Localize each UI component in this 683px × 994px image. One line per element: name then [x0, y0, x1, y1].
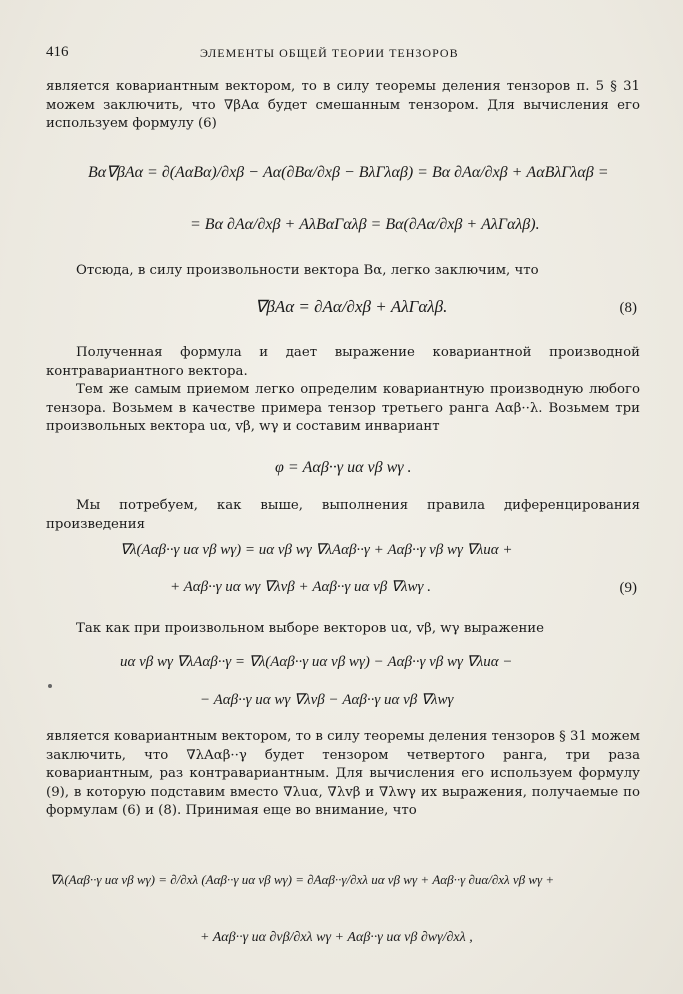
- paragraph-7: является ковариантным вектором, то в силу теоремы деления тензоров § 31 можем заключить, что ∇λAαβ··γ будет тензором четвертого ранга, три раза ковариантным, раз контравариантным. Для вычисления его используем формулу (9), в которую подставим вместо ∇λuα, ∇λvβ и ∇λwγ их выражения, получаемые по формулам (6) и (8). Принимая еще во внимание, что: [46, 729, 640, 819]
- paragraph-2: Отсюда, в силу произвольности вектора Bα, легко заключим, что: [76, 263, 539, 278]
- equation-11-line-2: + Aαβ··γ uα ∂vβ/∂xλ wγ + Aαβ··γ uα vβ ∂wγ/∂xλ ,: [200, 930, 473, 945]
- equation-10-line-1: uα vβ wγ ∇λAαβ··γ = ∇λ(Aαβ··γ uα vβ wγ) − Aαβ··γ vβ wγ ∇λuα −: [120, 654, 513, 670]
- paragraph-6: Так как при произвольном выборе векторов uα, vβ, wγ выражение: [76, 621, 545, 636]
- paper-speck: [48, 684, 52, 688]
- equation-9-line-1: ∇λ(Aαβ··γ uα vβ wγ) = uα vβ wγ ∇λAαβ··γ + Aαβ··γ vβ wγ ∇λuα +: [120, 542, 513, 558]
- equation-8-number: (8): [619, 300, 637, 316]
- running-title: ЭЛЕМЕНТЫ ОБЩЕЙ ТЕОРИИ ТЕНЗОРОВ: [200, 46, 459, 60]
- equation-10-line-2: − Aαβ··γ uα wγ ∇λvβ − Aαβ··γ uα vβ ∇λwγ: [200, 692, 454, 708]
- paragraph-3: Полученная формула и дает выражение ковариантной производной контравариантного вектора.: [46, 345, 640, 379]
- invariant-equation: φ = Aαβ··γ uα vβ wγ .: [275, 459, 412, 476]
- equation-1-line-2: = Bα ∂Aα/∂xβ + AλBαΓαλβ = Bα(∂Aα/∂xβ + AλΓαλβ).: [190, 216, 540, 233]
- equation-9-line-2: + Aαβ··γ uα wγ ∇λvβ + Aαβ··γ uα vβ ∇λwγ .: [170, 579, 431, 595]
- paragraph-1: является ковариантным вектором, то в силу теоремы деления тензоров п. 5 § 31 можем заключить, что ∇βAα будет смешанным тензором. Для вычисления его используем формулу (6): [46, 79, 640, 132]
- equation-8: ∇βAα = ∂Aα/∂xβ + AλΓαλβ.: [255, 297, 448, 316]
- equation-11-line-1: ∇λ(Aαβ··γ uα vβ wγ) = ∂/∂xλ (Aαβ··γ uα vβ wγ) = ∂Aαβ··γ/∂xλ uα vβ wγ + Aαβ··γ ∂uα/∂xλ vβ wγ +: [50, 872, 555, 887]
- equation-9-number: (9): [619, 580, 637, 596]
- equation-1-line-1: Bα∇βAα = ∂(AαBα)/∂xβ − Aα(∂Bα/∂xβ − BλΓλαβ) = Bα ∂Aα/∂xβ + AαBλΓλαβ =: [88, 164, 609, 181]
- paragraph-4: Тем же самым приемом легко определим ковариантную производную любого тензора. Возьмем в качестве примера тензор третьего ранга Aαβ··λ. Возьмем три произвольных вектора uα, vβ, wγ и составим инвариант: [46, 382, 640, 435]
- page-number: 416: [46, 44, 69, 60]
- paragraph-5: Мы потребуем, как выше, выполнения правила диференцирования произведения: [46, 498, 640, 532]
